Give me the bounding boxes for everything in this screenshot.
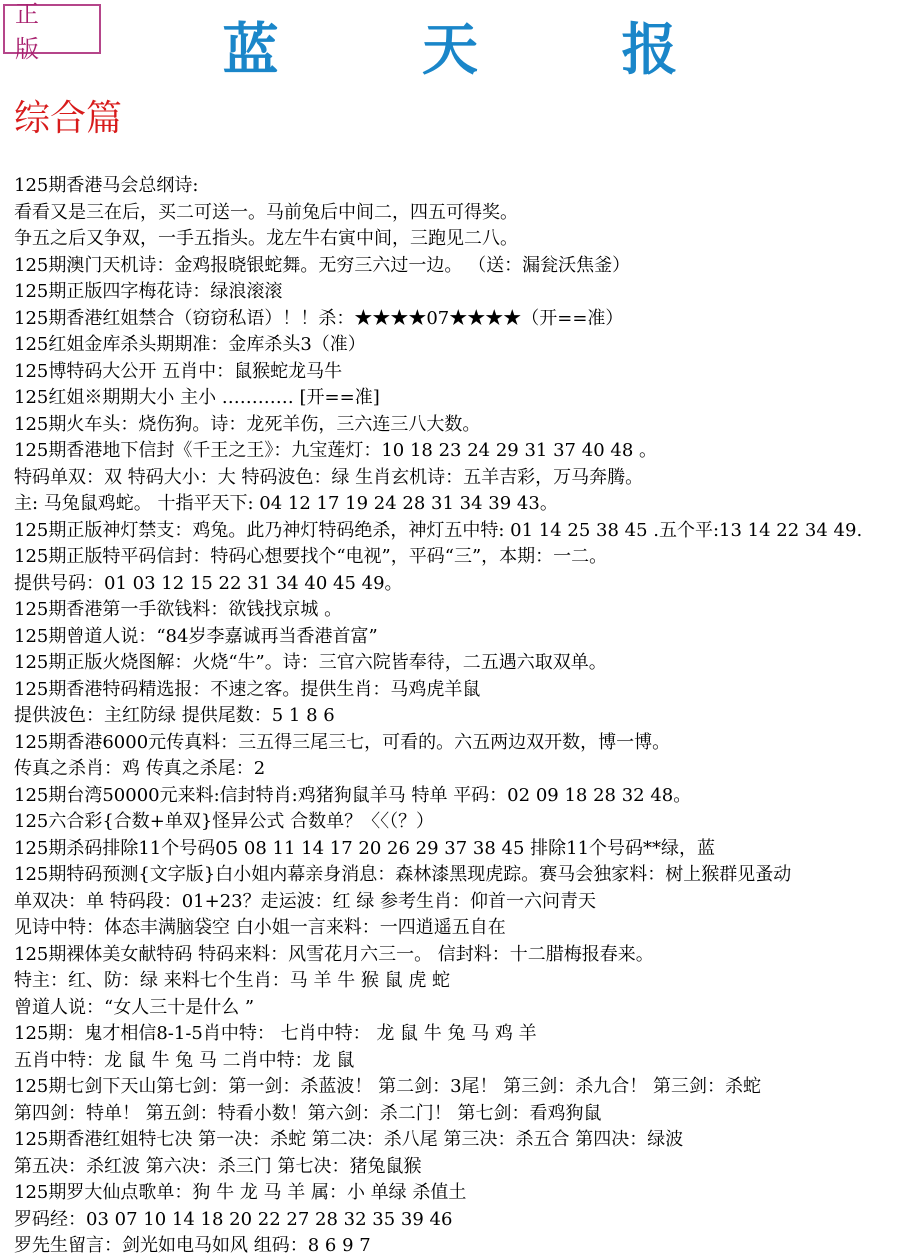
content-line: 传真之杀肖：鸡 传真之杀尾：2 xyxy=(14,758,266,779)
content-line: 125期香港第一手欲钱料：欲钱找京城 。 xyxy=(14,599,343,620)
content-line: 125期裸体美女献特码 特码来料：风雪花月六三一。 信封料：十二腊梅报春来。 xyxy=(14,943,654,965)
content-line: 125期杀码排除11个号码05 08 11 14 17 20 26 29 37 38 45 排除11个号码**绿，蓝 xyxy=(14,837,716,859)
content-line: 125期罗大仙点歌单：狗 牛 龙 马 羊 属：小 单绿 杀值土 xyxy=(14,1182,467,1203)
content-line: 125期香港6000元传真料：三五得三尾三七，可看的。六五两边双开数，博一博。 xyxy=(14,731,671,753)
content-line: 看看又是三在后，买二可送一。马前兔后中间二，四五可得奖。 xyxy=(14,201,518,223)
content-line: 125期：鬼才相信8-1-5肖中特： 七肖中特： 龙 鼠 牛 兔 马 鸡 羊 xyxy=(14,1023,537,1044)
content-line: 曾道人说：“女人三十是什么 ” xyxy=(14,996,255,1018)
content-line: 125期香港红姐特七决 第一决：杀蛇 第二决：杀八尾 第三决：杀五合 第四决：绿波 xyxy=(14,1129,684,1150)
content-line: 125期正版四字梅花诗：绿浪滚滚 xyxy=(14,281,283,302)
content-lines xyxy=(14,173,894,1260)
content-line: 125期火车头：烧伤狗。诗：龙死羊伤，三六连三八大数。 xyxy=(14,413,481,435)
content-line: 125期澳门天机诗：金鸡报晓银蛇舞。无穷三六过一边。 （送：漏瓮沃焦釜） xyxy=(14,254,631,276)
content-line: 主: 马兔鼠鸡蛇。 十指平天下: 04 12 17 19 24 28 31 34 39 43。 xyxy=(14,493,558,514)
content-line: 提供号码：01 03 12 15 22 31 34 40 45 49。 xyxy=(14,572,403,594)
content-line: 争五之后又争双，一手五指头。龙左牛右寅中间，三跑见二八。 xyxy=(14,228,518,249)
content-line: 第五决：杀红波 第六决：杀三门 第七决：猪兔鼠猴 xyxy=(14,1155,422,1177)
content-line: 125博特码大公开 五肖中：鼠猴蛇龙马牛 xyxy=(14,360,343,382)
content-line: 125期香港特码精选报：不速之客。提供生肖：马鸡虎羊鼠 xyxy=(14,678,481,700)
content-line: 125期正版神灯禁支：鸡兔。此乃神灯特码绝杀，神灯五中特: 01 14 25 38 45 .五个平:13 14 22 34 49. xyxy=(14,519,863,541)
content-line: 罗先生留言：剑光如电马如风 组码：8 6 9 7 xyxy=(14,1235,371,1256)
content-line: 见诗中特：体态丰满脑袋空 白小姐一言来料：一四逍遥五自在 xyxy=(14,917,506,938)
content-line: 罗码经：03 07 10 14 18 20 22 27 28 32 35 39 46 xyxy=(14,1208,453,1230)
content-line: 125期台湾50000元来料:信封特肖:鸡猪狗鼠羊马 特单 平码：02 09 18 28 32 48。 xyxy=(14,784,692,806)
edition-badge: 正 版 xyxy=(3,4,101,54)
content-line: 特码单双：双 特码大小：大 特码波色：绿 生肖玄机诗：五羊吉彩，万马奔腾。 xyxy=(14,466,644,488)
content-line: 特主：红、防：绿 来料七个生肖：马 羊 牛 猴 鼠 虎 蛇 xyxy=(14,970,451,991)
page-title: 蓝 天 报 xyxy=(222,17,740,83)
content-line: 125期七剑下天山第七剑：第一剑：杀蓝波！ 第二剑：3尾！ 第三剑：杀九合！ 第三剑：杀蛇 xyxy=(14,1076,761,1097)
content-line: 125期香港地下信封《千王之王》：九宝莲灯：10 18 23 24 29 31 37 40 48 。 xyxy=(14,440,657,461)
content-line: 125期香港马会总纲诗: xyxy=(14,175,199,196)
content-line: 125期特码预测{文字版}白小姐内幕亲身消息：森林漆黑现虎踪。赛马会独家料：树上猴群见蚤动 xyxy=(14,864,792,885)
content-line: 提供波色：主红防绿 提供尾数：5 1 8 6 xyxy=(14,705,335,726)
content-line: 125六合彩{合数+单双}怪异公式 合数单？〈〈（？） xyxy=(14,811,435,832)
content-line: 125期正版特平码信封：特码心想要找个“电视”，平码“三”，本期：一二。 xyxy=(14,546,608,567)
content-line: 125红姐※期期大小 主小 ………… [开==准] xyxy=(14,387,380,408)
content-line: 125期香港红姐禁合（窃窃私语）！！杀：★★★★07★★★★（开==准） xyxy=(14,307,624,329)
content-line: 125期正版火烧图解：火烧“牛”。诗：三官六院皆奉待，二五遇六取双单。 xyxy=(14,652,607,673)
content-line: 单双决：单 特码段：01+23？走运波：红 绿 参考生肖：仰首一六问青天 xyxy=(14,890,597,912)
content-line: 125红姐金库杀头期期准：金库杀头3（准） xyxy=(14,334,366,355)
content-line: 第四剑：特单！ 第五剑：特看小数！第六剑：杀二门！ 第七剑：看鸡狗鼠 xyxy=(14,1102,602,1124)
section-heading: 综合篇 xyxy=(14,98,123,139)
content-line: 125期曾道人说：“84岁李嘉诚再当香港首富” xyxy=(14,625,378,647)
content-line: 五肖中特：龙 鼠 牛 兔 马 二肖中特：龙 鼠 xyxy=(14,1049,355,1071)
